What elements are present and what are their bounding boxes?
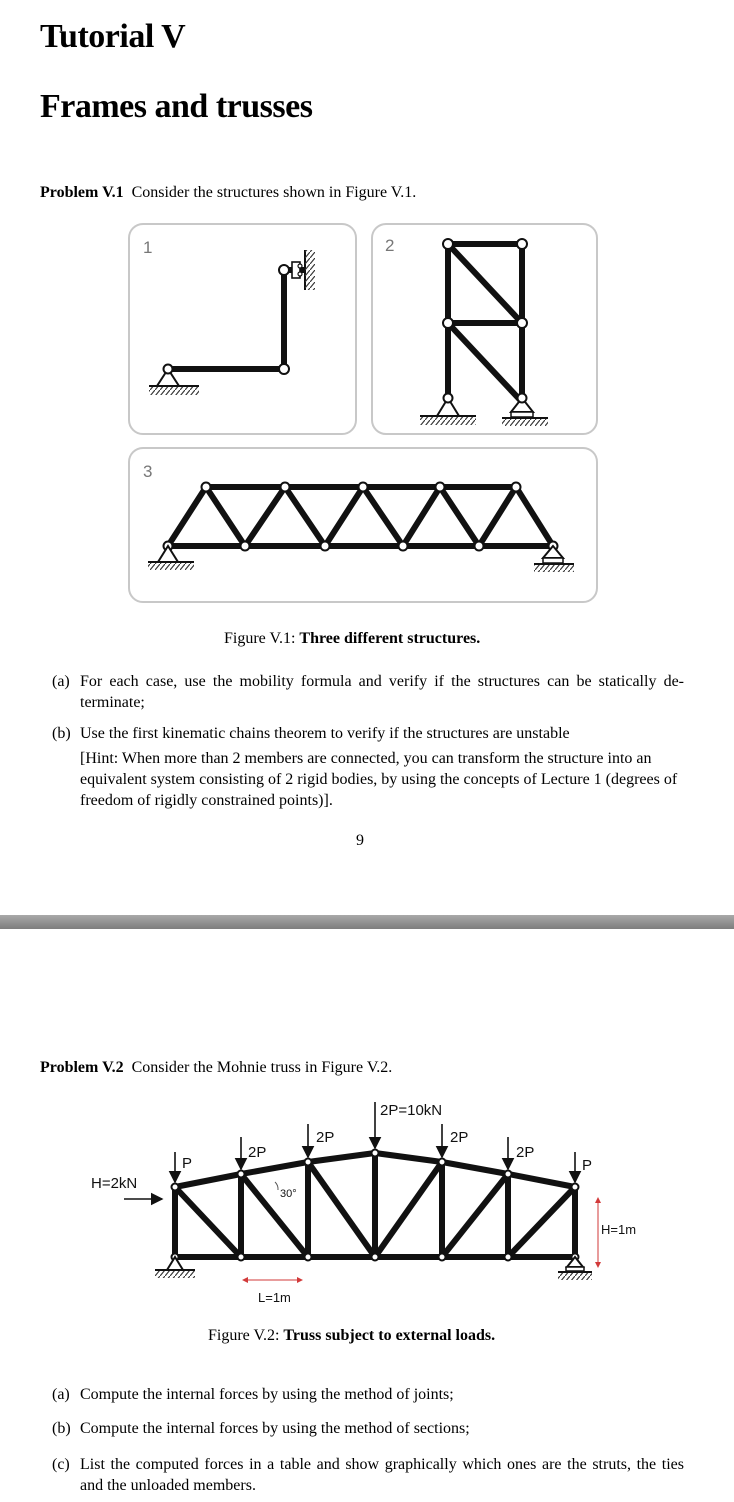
load-label-center: 2P=10kN	[380, 1102, 443, 1119]
figure-v2-truss	[0, 1090, 734, 1320]
load-label-p-left: P	[182, 1155, 193, 1172]
load-label-2p: 2P	[450, 1129, 469, 1146]
item-b: (b) Use the first kinematic chains theorem to verify if the structures are unstable	[52, 725, 570, 742]
chapter-title: Frames and trusses	[40, 88, 313, 125]
panel-number: 3	[143, 462, 153, 481]
panel-number: 2	[385, 236, 395, 255]
load-label-2p: 2P	[248, 1144, 267, 1161]
load-label-2p: 2P	[516, 1144, 535, 1161]
page-number: 9	[356, 832, 364, 849]
structure-panel-2	[372, 224, 597, 434]
height-label: H=1m	[601, 1222, 637, 1237]
structure-panel-3	[129, 448, 597, 602]
problem-text: Consider the Mohnie truss in Figure V.2.	[131, 1059, 393, 1076]
figure-v1-caption: Figure V.1: Three different structures.	[224, 630, 481, 647]
angle-label: 30°	[280, 1188, 297, 1200]
item-a: (a) For each case, use the mobility formula and verify if the structures can be statically de-terminate;	[52, 673, 684, 711]
horizontal-load-label: H=2kN	[91, 1175, 138, 1192]
problem-label: Problem V.2	[40, 1059, 124, 1076]
problem-text: Consider the structures shown in Figure V.1.	[131, 184, 417, 201]
figure-v2-caption: Figure V.2: Truss subject to external loads.	[208, 1327, 496, 1344]
panel-number: 1	[143, 238, 153, 257]
figure-v1	[0, 0, 734, 620]
span-label: L=1m	[258, 1290, 291, 1305]
truss-members	[175, 1153, 575, 1257]
tutorial-title: Tutorial V	[40, 18, 186, 55]
problem-v2-statement	[40, 1059, 392, 1077]
structure-panel-1	[129, 224, 356, 434]
problem-label: Problem V.1	[40, 184, 124, 201]
hint-text: [Hint: When more than 2 members are connected, you can transform the structure into an equivalent system consisting of 2 rigid bodies, by using the concepts of Lecture 1 (degrees of freedom of rigidly constrained points)].	[80, 750, 678, 809]
page-divider	[0, 915, 734, 929]
load-label-p-right: P	[582, 1157, 593, 1174]
load-label-2p: 2P	[316, 1129, 335, 1146]
item-c: (c) List the computed forces in a table and show graphically which ones are the struts, the ties and the unloaded members.	[52, 1456, 684, 1494]
